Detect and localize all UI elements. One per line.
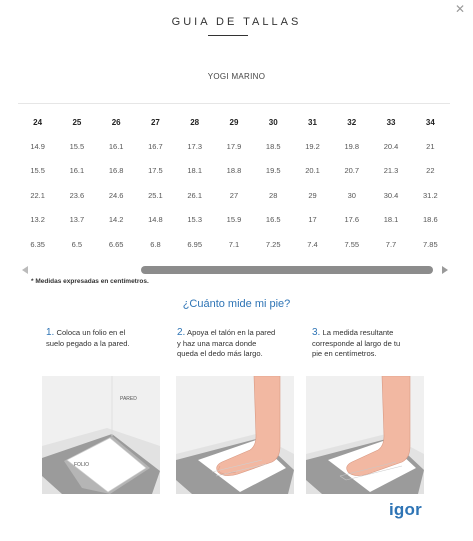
table-cell: 20.4 [383,141,399,151]
size-header-cell: 31 [308,117,317,127]
step-2-text [177,328,275,360]
step-line: y haz una marca donde [177,338,257,348]
table-cell: 15.5 [69,141,85,151]
table-cell: 7.4 [307,239,318,249]
size-header-cell: 27 [150,117,160,127]
table-row [18,134,450,159]
scrollbar-thumb[interactable] [141,266,433,274]
step-2-illustration [176,376,294,494]
step-1-text [46,328,130,349]
step-line: La medida resultante [322,328,394,337]
table-cell: 15.3 [187,215,202,225]
table-cell: 19.5 [265,166,281,176]
page-title: GUIA DE TALLAS [171,16,302,28]
table-row [18,183,450,208]
step-line: pie en centímetros. [312,349,377,358]
step-line: corresponde al largo de tu [312,338,401,348]
horizontal-scrollbar[interactable] [22,265,448,275]
size-header-cell: 25 [72,117,82,127]
step-line: suelo pegado a la pared. [46,338,130,348]
table-cell: 13.2 [30,215,45,225]
table-cell: 16.5 [265,215,281,225]
table-cell: 18.8 [226,166,242,176]
table-cell: 17.3 [187,141,202,151]
table-cell: 7.1 [228,239,240,249]
size-header-row [18,104,450,134]
table-cell: 6.65 [108,239,124,249]
table-cell: 16.1 [69,166,85,176]
table-cell: 16.7 [148,141,163,151]
size-header-cell: 28 [190,117,200,127]
table-cell: 22 [426,166,435,176]
table-cell: 18.5 [265,141,281,151]
table-cell: 17 [308,215,317,225]
table-cell: 28 [269,190,278,200]
table-cell: 17.6 [344,215,360,225]
step-1-illustration [42,376,160,494]
size-header-cell: 30 [268,117,278,127]
size-table-container [18,103,450,257]
table-cell: 6.95 [187,239,202,249]
table-cell: 14.8 [148,215,163,225]
table-cell: 7.25 [265,239,281,249]
step-3-text [312,328,400,360]
table-cell: 7.7 [385,239,397,249]
product-model-name: YOGI MARINO [207,72,266,81]
wall-label: PARED [120,396,137,402]
table-cell: 6.5 [71,239,83,249]
table-cell: 15.9 [226,215,242,225]
table-cell: 20.7 [344,166,360,176]
size-header-cell: 34 [425,117,435,127]
table-cell: 15.5 [30,166,45,176]
table-cell: 14.9 [30,141,45,151]
table-row [18,159,450,184]
table-cell: 7.85 [423,239,438,249]
scroll-left-icon[interactable] [22,266,28,274]
size-header-cell: 24 [33,117,43,127]
table-cell: 22.1 [30,190,45,200]
table-cell: 25.1 [148,190,163,200]
table-cell: 21 [426,141,435,151]
table-cell: 6.35 [30,239,45,249]
size-header-cell: 32 [347,117,357,127]
step-number: 3. [312,327,321,338]
table-cell: 26.1 [187,190,202,200]
table-cell: 29 [308,190,317,200]
table-cell: 6.8 [150,239,161,249]
size-header-cell: 29 [229,117,239,127]
paper-label: FOLIO [74,462,90,468]
table-cell: 27 [229,190,239,200]
table-cell: 18.6 [423,215,438,225]
table-row [18,208,450,233]
table-cell: 24.6 [108,190,124,200]
step-1-drawing [42,376,160,494]
section-heading: ¿Cuánto mide mi pie? [182,298,291,310]
size-header-cell: 33 [386,117,396,127]
step-line: Apoya el talón en la pared [187,328,276,337]
step-number: 1. [46,327,55,338]
table-cell: 17.9 [226,141,242,151]
step-line: queda el dedo más largo. [177,349,263,358]
table-cell: 14.2 [108,215,124,225]
table-cell: 30 [347,190,356,200]
measurement-note: * Medidas expresadas en centímetros. [31,278,149,285]
table-cell: 20.1 [305,166,320,176]
table-cell: 7.55 [344,239,360,249]
step-3-illustration [306,376,424,494]
table-cell: 18.1 [383,215,399,225]
table-cell: 17.5 [148,166,163,176]
table-cell: 16.1 [108,141,124,151]
table-cell: 21.3 [383,166,399,176]
table-cell: 23.6 [69,190,85,200]
close-icon[interactable]: ✕ [454,2,466,16]
table-cell: 31.2 [423,190,438,200]
step-3-drawing [306,376,424,494]
size-table [18,104,450,257]
igor-logo: igor [389,500,422,519]
title-underline [208,35,248,36]
table-cell: 18.1 [187,166,202,176]
size-header-cell: 26 [111,117,121,127]
table-cell: 19.2 [305,141,320,151]
step-number: 2. [177,327,186,338]
table-cell: 13.7 [69,215,85,225]
scroll-right-icon[interactable] [442,266,448,274]
step-2-drawing [176,376,294,494]
table-row [18,232,450,257]
table-cell: 19.8 [344,141,360,151]
step-line: Coloca un folio en el [56,328,126,337]
table-cell: 30.4 [383,190,399,200]
table-cell: 16.8 [108,166,124,176]
